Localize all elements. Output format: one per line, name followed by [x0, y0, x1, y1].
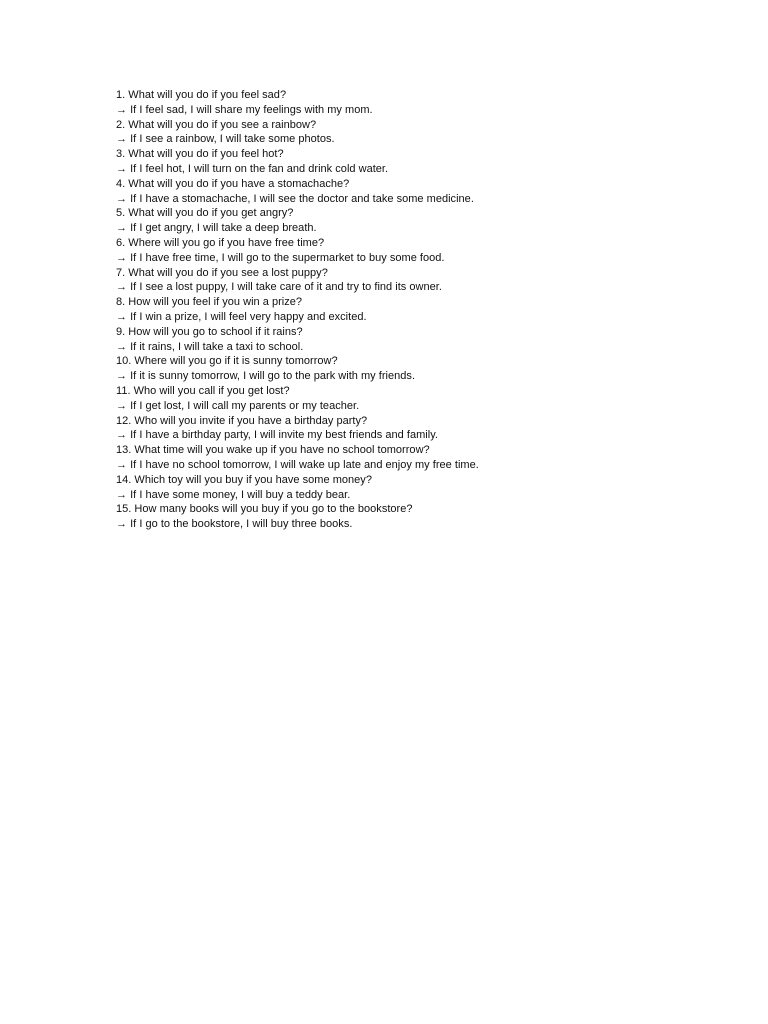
- answer-8: → If I win a prize, I will feel very happy and excited.: [116, 310, 367, 323]
- question-3: 3. What will you do if you feel hot?: [116, 148, 284, 161]
- answer-2: → If I see a rainbow, I will take some photos.: [116, 133, 335, 146]
- answer-14: → If I have some money, I will buy a teddy bear.: [116, 488, 351, 501]
- question-7: 7. What will you do if you see a lost puppy?: [116, 266, 328, 279]
- question-9: 9. How will you go to school if it rains?: [116, 325, 303, 338]
- answer-1: → If I feel sad, I will share my feelings with my mom.: [116, 103, 373, 116]
- question-13: 13. What time will you wake up if you have no school tomorrow?: [116, 444, 430, 457]
- question-8: 8. How will you feel if you win a prize?: [116, 296, 303, 309]
- answer-10: → If it is sunny tomorrow, I will go to the park with my friends.: [116, 370, 416, 383]
- answer-3: → If I feel hot, I will turn on the fan and drink cold water.: [116, 162, 389, 175]
- answer-11: → If I get lost, I will call my parents or my teacher.: [116, 399, 360, 412]
- answer-13: → If I have no school tomorrow, I will wake up late and enjoy my free time.: [116, 458, 479, 471]
- question-12: 12. Who will you invite if you have a birthday party?: [116, 414, 368, 427]
- answer-5: → If I get angry, I will take a deep breath.: [116, 222, 317, 235]
- question-11: 11. Who will you call if you get lost?: [116, 384, 290, 397]
- question-10: 10. Where will you go if it is sunny tomorrow?: [116, 355, 338, 368]
- question-6: 6. Where will you go if you have free time?: [116, 236, 325, 249]
- question-5: 5. What will you do if you get angry?: [116, 207, 294, 220]
- question-14: 14. Which toy will you buy if you have some money?: [116, 473, 372, 486]
- answer-7: → If I see a lost puppy, I will take care of it and try to find its owner.: [116, 281, 442, 294]
- question-answer-list: [116, 88, 636, 532]
- answer-9: → If it rains, I will take a taxi to school.: [116, 340, 304, 353]
- question-1: 1. What will you do if you feel sad?: [116, 89, 287, 101]
- answer-6: → If I have free time, I will go to the supermarket to buy some food.: [116, 251, 445, 264]
- question-15: 15. How many books will you buy if you go to the bookstore?: [116, 503, 413, 516]
- question-2: 2. What will you do if you see a rainbow?: [116, 118, 317, 131]
- question-4: 4. What will you do if you have a stomachache?: [116, 177, 350, 190]
- answer-4: → If I have a stomachache, I will see the doctor and take some medicine.: [116, 192, 474, 205]
- answer-15: → If I go to the bookstore, I will buy three books.: [116, 518, 353, 531]
- answer-12: → If I have a birthday party, I will invite my best friends and family.: [116, 429, 438, 442]
